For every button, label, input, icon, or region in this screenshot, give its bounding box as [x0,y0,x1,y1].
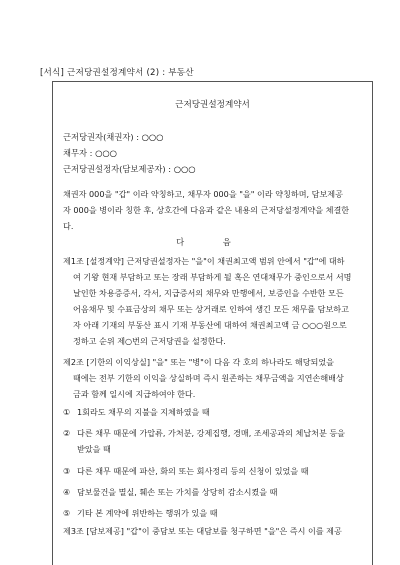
section-heading: 다 음 [176,237,249,247]
list-item: ⑤ 기타 본 계약에 위반하는 행위가 있을 때 [63,508,218,518]
form-caption: [서식] 근저당권설정계약서 (2) : 부동산 [40,68,194,78]
article-1-line: 어음채무 및 수표금상의 채무 또는 상거래로 인하여 생긴 모든 채무를 담보하고 [73,304,349,314]
article-1-line: 날인한 차용증증서, 각서, 지급증서의 채무와 만행에서, 보증인을 수반한 모든 [73,288,344,298]
article-2-line: 제2조 [기한의 이익상실] "을" 또는 "병"이 다음 각 호의 하나라도 해당되었을 [63,357,335,367]
intro-line: 자 000을 병이라 칭한 후, 상호간에 다음과 같은 내용의 근저당설정계약을 체결한 [63,205,350,215]
party-debtor: 채무자 : ○○○ [63,148,117,158]
list-item: ④ 담보물건을 멸실, 훼손 또는 가치를 상당히 감소시켰을 때 [63,487,278,497]
intro-line: 다. [63,221,74,231]
list-item: ① 1회라도 채무의 지불을 지체하였을 때 [63,407,210,417]
party-guarantor: 근저당권설정자(담보제공자) : ○○○ [63,164,196,174]
article-3-line: 제3조 [담보제공] "갑"이 중담보 또는 대담보를 청구하면 "을"은 즉시 이를 제공 [63,526,342,536]
article-1 [63,253,369,349]
article-1-line: 자 아래 기재의 부동산 표시 기재 부동산에 대하여 채권최고액 금 ○○○원으로 [73,320,347,330]
intro-line: 채권자 000을 "갑" 이라 약칭하고, 채무자 000을 "을" 이라 약칭하며, 담보제공 [63,189,343,199]
article-2-line: 때에는 전부 기한의 이익을 상실하며 즉시 원존하는 채무금액을 지연손해배상 [73,373,344,383]
article-2-line: 금과 함께 일시에 지급하여야 한다. [73,389,196,399]
list-item: ② 다른 채무 때문에 가압류, 가처분, 강제집행, 경매, 조세공과의 체납처분 등을 받았을 때 [63,428,346,454]
article-2 [63,354,369,402]
intro-paragraph [63,186,369,234]
article-3 [63,523,369,539]
party-creditor: 근저당권자(채권자) : ○○○ [63,132,164,142]
list-item: ③ 다른 채무 때문에 파산, 화의 또는 회사정리 등의 신청이 있었을 때 [63,466,309,476]
article-1-line: 제1조 [설정계약] 근저당권설정자는 "을"이 채권최고액 범위 안에서 "갑"에 대하 [63,256,345,266]
article-1-line: 여 기왕 현재 부담하고 또는 장래 부담하게 될 혹은 연대채무가 중인으로서 서명 [73,272,352,282]
document-title: 근저당권설정계약서 [175,100,250,110]
article-1-line: 정하고 순위 제○번의 근저당권을 설정한다. [73,336,226,346]
